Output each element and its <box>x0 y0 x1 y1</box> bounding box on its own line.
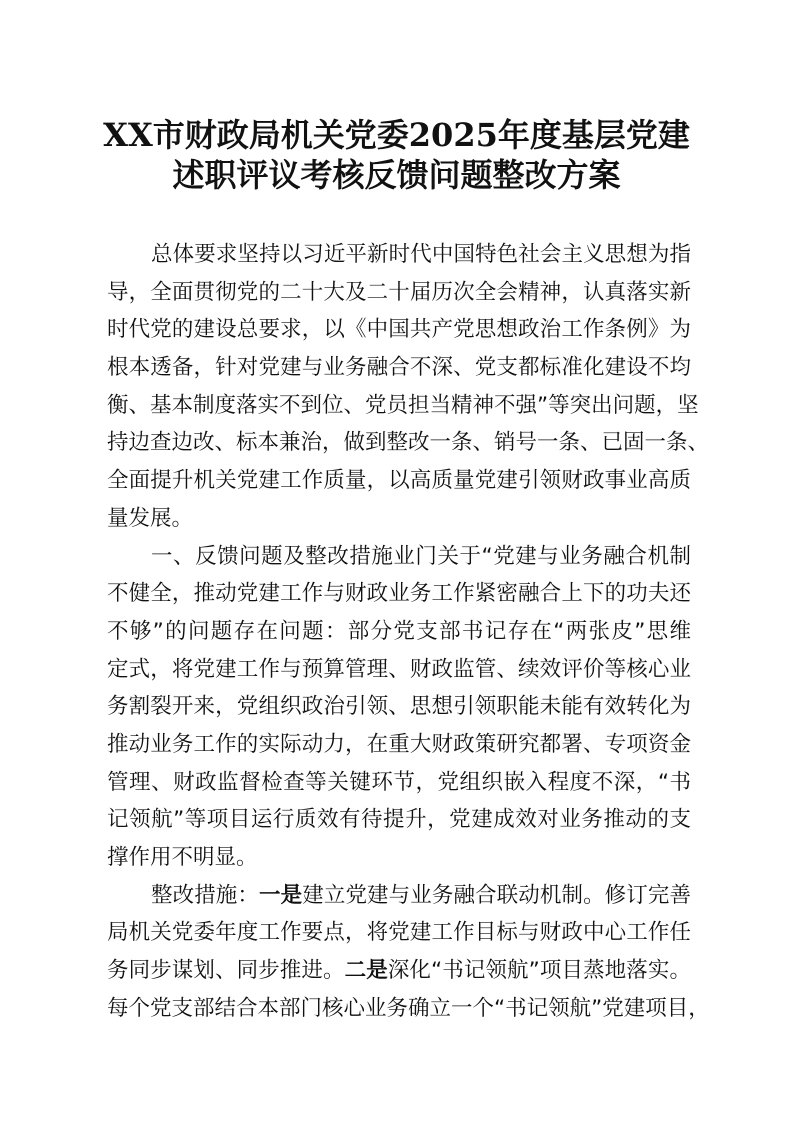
text-run: 全面提升机关党建工作质量，以高质量党建引领财政事业高质 <box>107 468 691 494</box>
text-run: 量发展。 <box>107 505 194 531</box>
text-run: 记领航”等项目运行质效有待提升，党建成效对业务推动的支 <box>107 807 691 833</box>
text-run: 每个党支部结合本部门核心业务确立一个“书记领航”党建项目， <box>107 995 710 1021</box>
text-line <box>107 952 691 990</box>
text-run: 建立党建与业务融合联动机制。修订完善 <box>302 882 691 908</box>
text-run: 整改措施： <box>151 882 260 908</box>
text-run: 时代党的建设总要求，以《中国共产党思想政治工作条例》为 <box>107 317 691 343</box>
bold-text: 一是 <box>259 882 303 908</box>
text-run: 务割裂开来，党组织政治引领、思想引领职能未能有效转化为 <box>107 694 691 720</box>
text-line <box>107 990 710 1028</box>
text-line <box>107 349 691 387</box>
text-line <box>107 387 699 425</box>
text-line <box>107 575 691 613</box>
text-line <box>107 914 691 952</box>
text-run: 撑作用不明显。 <box>107 845 258 870</box>
text-line <box>107 462 691 500</box>
text-run: 持边查边改、标本兼治，做到整改一条、销号一条、已固一条、 <box>107 430 710 456</box>
document-body <box>107 236 710 1027</box>
document-title-line-1: XX市财政局机关党委2025年度基层党建 <box>103 116 690 154</box>
text-line <box>107 801 691 839</box>
text-run: 定式，将党建工作与预算管理、财政监管、续效评价等核心业 <box>107 656 691 682</box>
text-line <box>107 877 691 915</box>
text-line <box>107 726 691 764</box>
paragraph <box>107 538 691 877</box>
text-run: 管理、财政监督检查等关键环节，党组织嵌入程度不深，“书 <box>107 769 691 795</box>
text-run: 不够”的问题存在问题：部分党支部书记存在“两张皮”思维 <box>107 618 691 644</box>
text-line <box>107 311 691 349</box>
paragraph <box>107 236 710 538</box>
bold-text: 二是 <box>344 958 388 984</box>
text-run: 深化“书记领航”项目蒸地落实。 <box>387 958 691 984</box>
text-line <box>107 688 691 726</box>
text-run: 局机关党委年度工作要点，将党建工作目标与财政中心工作任 <box>107 920 691 946</box>
paragraph <box>107 877 710 1028</box>
text-run: 不健全，推动党建工作与财政业务工作紧密融合上下的功夫还 <box>107 581 691 607</box>
document-title-line-2: 述职评议考核反馈问题整改方案 <box>172 156 621 194</box>
text-line <box>107 651 691 689</box>
text-line <box>107 538 691 576</box>
text-line <box>107 764 691 802</box>
text-run: 根本透备，针对党建与业务融合不深、党支都标准化建设不均 <box>107 355 691 381</box>
text-line <box>107 500 691 538</box>
text-run: 推动业务工作的实际动力，在重大财政策研究都署、专项资金 <box>107 731 691 757</box>
text-run: 一、反馈问题及整改措施业门关于“党建与业务融合机制 <box>151 543 691 569</box>
text-line <box>107 274 691 312</box>
text-run: 总体要求坚持以习近平新时代中国特色社会主义思想为指 <box>151 242 691 267</box>
text-run: 导，全面贯彻党的二十大及二十届历次全会精神，认真落实新 <box>107 279 691 305</box>
text-run: 衡、基本制度落实不到位、党员担当精神不强”等突出问题，坚 <box>107 392 699 418</box>
text-line <box>107 236 691 274</box>
text-line <box>107 424 710 462</box>
text-run: 务同步谋划、同步推进。 <box>107 958 345 984</box>
text-line <box>107 613 691 651</box>
text-line <box>107 839 691 877</box>
